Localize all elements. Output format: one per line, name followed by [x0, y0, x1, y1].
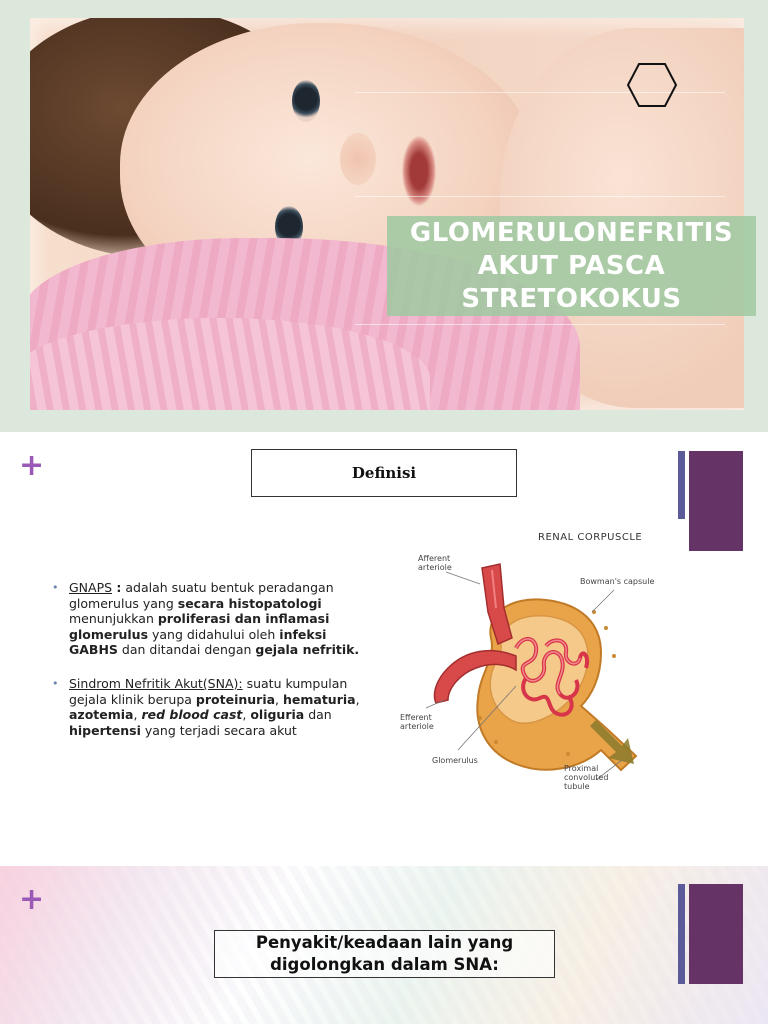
bold-text: proliferasi dan inflamasi glomerulus — [69, 611, 330, 642]
accent-bar — [678, 884, 685, 984]
term-colon: : — [112, 580, 122, 595]
decor-line — [355, 196, 725, 197]
bold-text: infeksi GABHS — [69, 626, 327, 658]
text: menunjukkan — [69, 611, 158, 627]
accent-block — [689, 884, 743, 984]
diagram-title: RENAL CORPUSCLE — [538, 532, 643, 543]
heading-line: digolongkan dalam SNA: — [270, 955, 499, 974]
label-proximal-tubule: Proximal convoluted tubule — [564, 764, 609, 791]
bold-text: oliguria — [250, 707, 305, 723]
text: yang didahului oleh — [148, 626, 280, 642]
list-item — [52, 676, 364, 738]
text: , — [133, 707, 142, 723]
sna-slide — [0, 866, 768, 1024]
text: yang terjadi secara akut — [140, 722, 297, 738]
label-glomerulus: Glomerulus — [432, 756, 478, 765]
sna-heading-box — [214, 930, 555, 978]
title-line: GLOMERULONEFRITIS — [409, 217, 734, 248]
title-line: AKUT PASCA — [477, 250, 666, 281]
definition-list — [52, 580, 364, 756]
text: dan — [304, 707, 332, 723]
bold-text: hipertensi — [69, 722, 141, 738]
photo-nose — [340, 133, 376, 185]
text: , — [242, 707, 251, 723]
accent-bar — [678, 451, 685, 519]
definition-slide — [0, 432, 768, 866]
bold-text: proteinuria — [195, 691, 276, 707]
text: adalah suatu bentuk peradangan glomerulus yang — [69, 580, 334, 611]
hexagon-outline-icon — [626, 62, 678, 108]
term-gnaps: GNAPS — [69, 580, 113, 595]
bold-text: secara histopatologi — [177, 595, 322, 611]
text: , — [355, 691, 360, 707]
bold-text: gejala nefritik. — [255, 642, 360, 658]
list-item — [52, 580, 364, 658]
decor-line — [355, 324, 725, 325]
bold-text: azotemia — [69, 707, 134, 723]
plus-icon: + — [19, 448, 45, 483]
heading-line: Penyakit/keadaan lain yang — [255, 933, 514, 952]
bold-text: hematuria — [283, 691, 356, 707]
photo-eye — [292, 80, 320, 122]
text: dan ditandai dengan — [117, 642, 256, 658]
accent-block — [689, 451, 743, 551]
text: suatu kumpulan gejala klinik berupa — [69, 675, 348, 707]
renal-corpuscle-diagram — [396, 528, 696, 803]
section-heading: Definisi — [251, 449, 517, 497]
plus-icon: + — [19, 882, 45, 917]
bold-italic-text: red blood cast — [141, 707, 243, 723]
text: , — [275, 691, 283, 707]
title-line: STRETOKOKUS — [461, 283, 682, 314]
title-slide — [0, 0, 768, 432]
slide-title — [387, 216, 756, 316]
label-afferent-arteriole: Afferent arteriole — [418, 554, 452, 572]
term-sna: Sindrom Nefritik Akut(SNA): — [69, 675, 243, 691]
label-bowmans-capsule: Bowman's capsule — [580, 577, 655, 586]
label-efferent-arteriole: Efferent arteriole — [400, 713, 434, 731]
